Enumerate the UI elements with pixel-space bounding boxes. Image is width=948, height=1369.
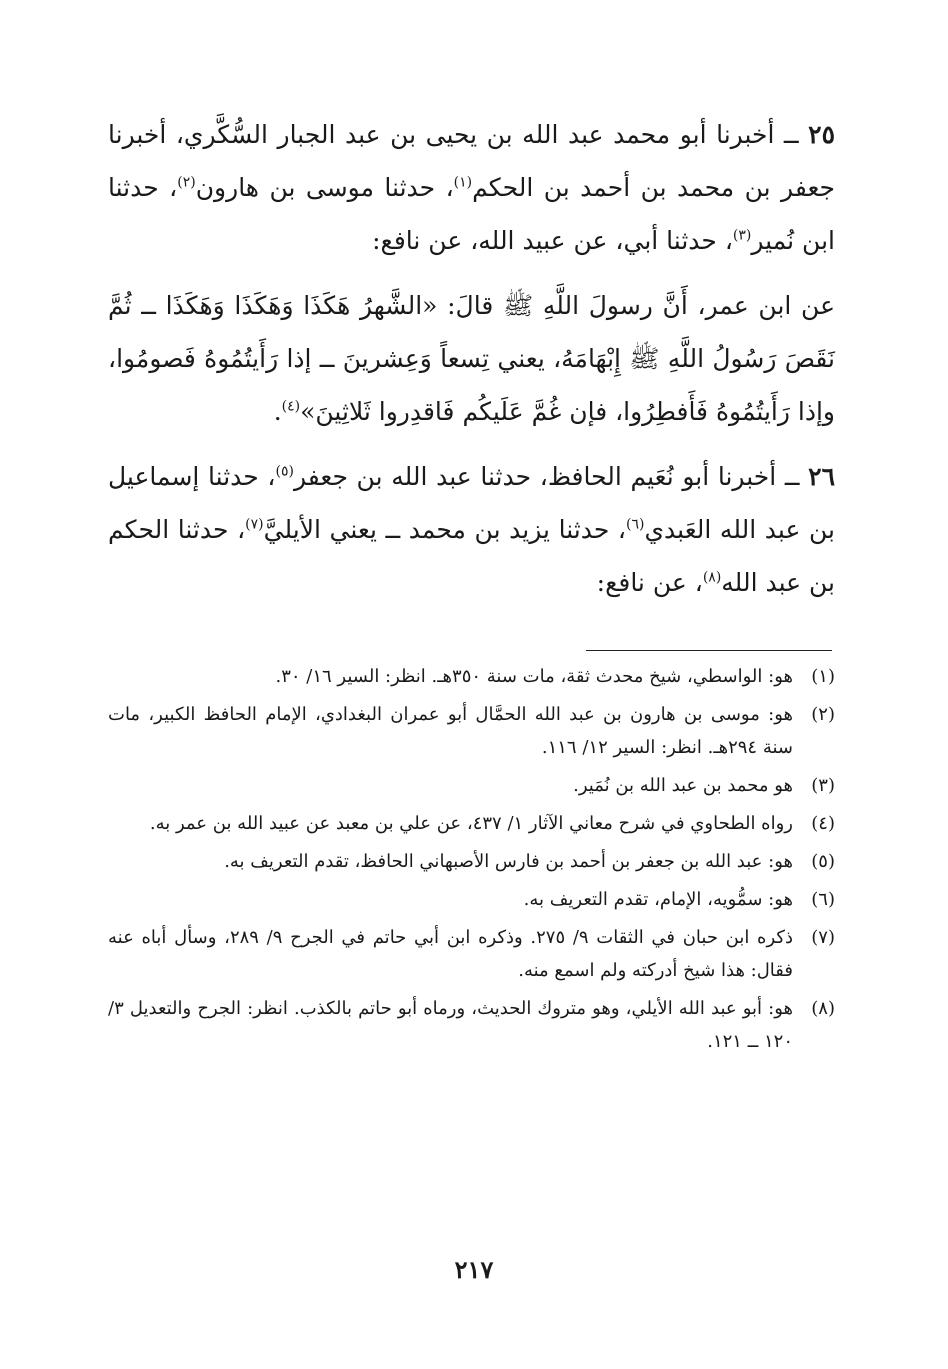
footnote-text: هو: الواسطي، شيخ محدث ثقة، مات سنة ٣٥٠هـ. انظر: السير ١٦/ ٣٠. [275, 666, 793, 687]
footnote-number: (١) [811, 666, 835, 687]
footnote-text: هو: أبو عبد الله الأيلي، وهو متروك الحديث، ورماه أبو حاتم بالكذب. انظر: الجرح والتعديل ٣/ ١٢٠ ــ ١٢١. [108, 998, 793, 1052]
paragraph-text: ، حدثنا موسى بن هارون [195, 173, 454, 202]
paragraph-text: ــ أخبرنا أبو محمد عبد الله بن يحيى بن عبد الجبار السُّكَّري، أخبرنا جعفر بن محمد بن أحمد بن الحكم [108, 120, 835, 202]
footnote-number: (٨) [811, 998, 835, 1019]
footnote [108, 807, 835, 840]
footnote [108, 921, 835, 987]
footnote [108, 883, 835, 916]
footnote-text: ذكره ابن حبان في الثقات ٩/ ٢٧٥. وذكره ابن أبي حاتم في الجرح ٩/ ٢٨٩، وسأل أباه عنه فقال: هذا شيخ أدركته ولم اسمع منه. [108, 927, 793, 981]
footnote-number: (٤) [811, 813, 835, 834]
footnote-text: هو محمد بن عبد الله بن نُمَير. [573, 775, 793, 796]
footnote [108, 992, 835, 1058]
footnote [108, 660, 835, 693]
footnote-number: (٦) [811, 889, 835, 910]
paragraph-text: . [273, 397, 282, 426]
hadith-paragraph-25 [108, 108, 835, 267]
footnote [108, 845, 835, 878]
footnote-ref[interactable]: (٤) [281, 398, 301, 415]
paragraph-text: ، عن نافع: [596, 568, 703, 597]
footnote-number: (٣) [811, 775, 835, 796]
hadith-paragraph-26 [108, 450, 835, 609]
paragraph-text: عن ابن عمر، أَنَّ رسولَ اللَّهِ ﷺ قالَ: «الشَّهرُ هَكَذَا وَهَكَذَا وَهَكَذَا ــ ثُمَّ نَقَصَ رَسُولُ اللَّهِ ﷺ إِبْهَامَهُ، يعني تِسعاً وَعِشرينَ ــ إذا رَأَيتُمُوهُ فَصومُوا، وإذا رَأَيتُمُوهُ فَأَفطِرُوا، فإن غُمَّ عَلَيكُم فَاقدِروا ثَلاثِينَ» [108, 291, 835, 426]
footnote-divider [586, 650, 832, 651]
paragraph-text: ، حدثنا أبي، عن عبيد الله، عن نافع: [372, 226, 733, 255]
footnote-ref[interactable]: (٧) [245, 516, 264, 533]
paragraph-text: ، حدثنا ابن نُمير [108, 173, 835, 255]
paragraph-text: ، حدثنا إسماعيل بن عبد الله العَبدي [108, 462, 835, 544]
paragraph-text: ، حدثنا يزيد بن محمد ــ يعني الأيليَّ [263, 515, 626, 544]
footnote-text: هو: عبد الله بن جعفر بن أحمد بن فارس الأصبهاني الحافظ، تقدم التعريف به. [224, 851, 793, 872]
paragraph-text: ــ أخبرنا أبو نُعَيم الحافظ، حدثنا عبد الله بن جعفر [293, 462, 809, 491]
hadith-matn-paragraph [108, 279, 835, 438]
footnote [108, 769, 835, 802]
footnote-text: هو: موسى بن هارون بن عبد الله الحمَّال أبو عمران البغدادي، الإمام الحافظ الكبير، مات سنة ٢٩٤هـ. انظر: السير ١٢/ ١١٦. [108, 704, 793, 758]
footnote [108, 698, 835, 764]
footnote-ref[interactable]: (٥) [275, 463, 294, 480]
hadith-number: ٢٥ [808, 120, 835, 149]
footnote-number: (٢) [811, 704, 835, 725]
footnote-ref[interactable]: (٣) [732, 227, 752, 244]
footnote-number: (٧) [811, 927, 835, 948]
paragraph-text: ، حدثنا الحكم بن عبد الله [108, 515, 835, 597]
footnotes [108, 660, 835, 1063]
footnote-ref[interactable]: (٦) [625, 516, 645, 533]
main-text [108, 108, 835, 621]
page-number: ٢١٧ [454, 1255, 494, 1284]
footnote-ref[interactable]: (١) [453, 174, 473, 191]
footnote-ref[interactable]: (٢) [177, 174, 196, 191]
footnote-text: رواه الطحاوي في شرح معاني الآثار ١/ ٤٣٧، عن علي بن معبد عن عبيد الله بن عمر به. [149, 813, 793, 834]
hadith-number: ٢٦ [808, 462, 836, 491]
footnote-ref[interactable]: (٨) [702, 569, 722, 586]
footnote-number: (٥) [811, 851, 835, 872]
footnote-text: هو: سمُّويه، الإمام، تقدم التعريف به. [523, 889, 793, 910]
